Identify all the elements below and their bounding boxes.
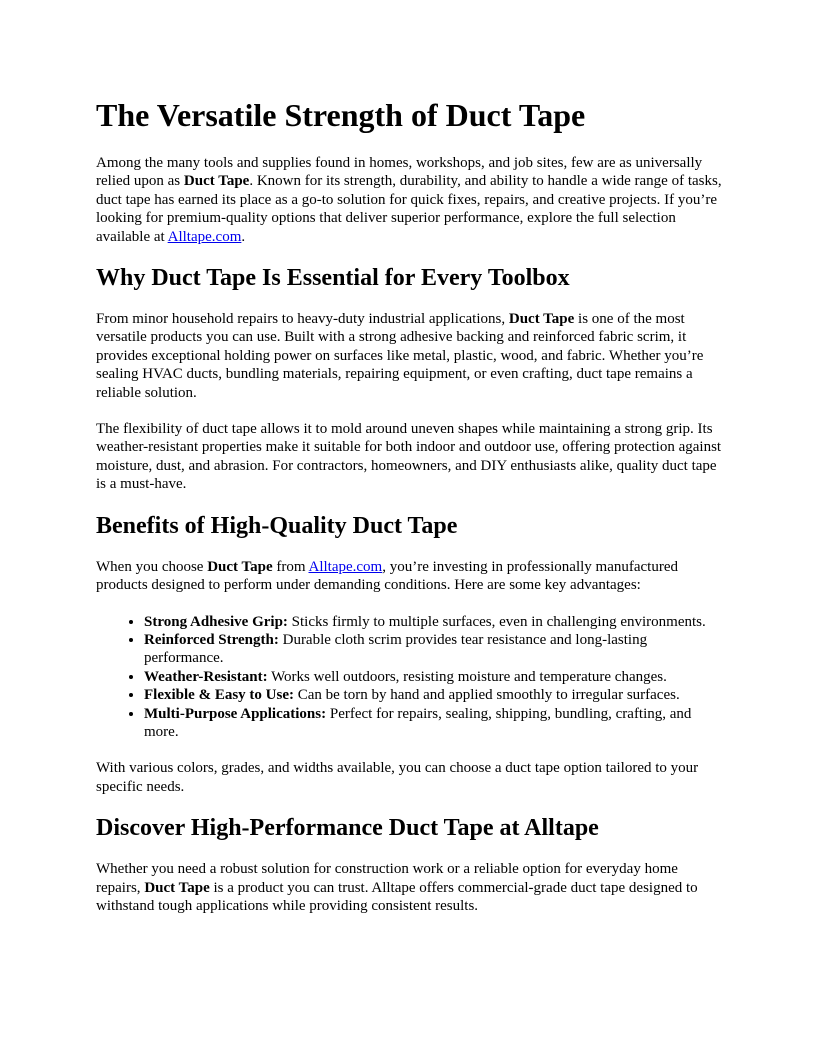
list-item	[144, 668, 724, 686]
list-item-label: Weather-Resistant:	[144, 668, 268, 685]
intro-bold-duct-tape: Duct Tape	[183, 173, 250, 190]
s3p1-bold-duct-tape: Duct Tape	[144, 879, 210, 896]
intro-text-1: Among the many tools and supplies found in homes, workshops, and job sites, few are as universally relied upon as	[96, 155, 703, 190]
s1p1-bold-duct-tape: Duct Tape	[508, 311, 575, 328]
alltape-link[interactable]: Alltape.com	[167, 228, 242, 245]
list-item-text: Durable cloth scrim provides tear resistance and long-lasting performance.	[144, 631, 648, 667]
intro-text-2: . Known for its strength, durability, and ability to handle a wide range of tasks, duct tape has earned its place as a go-to solution for quick fixes, repairs, and creative projects. If you’re looking for premium-quality options that deliver superior performance, explore the full selection available at	[96, 173, 722, 245]
section-heading-essential: Why Duct Tape Is Essential for Every Toolbox	[96, 265, 570, 292]
document-page	[96, 95, 724, 933]
list-item-text: Sticks firmly to multiple surfaces, even in challenging environments.	[287, 613, 706, 630]
list-item-text: Works well outdoors, resisting moisture and temperature changes.	[267, 668, 667, 685]
page-title: The Versatile Strength of Duct Tape	[96, 97, 586, 133]
list-item	[144, 686, 724, 704]
list-item	[144, 613, 724, 631]
alltape-link[interactable]: Alltape.com	[308, 558, 383, 575]
benefits-list	[96, 613, 724, 742]
section-heading-discover: Discover High-Performance Duct Tape at Alltape	[96, 815, 599, 842]
list-item-text: Can be torn by hand and applied smoothly to irregular surfaces.	[293, 687, 680, 704]
section3-paragraph-1	[96, 860, 724, 915]
s2p1-text-3: , you’re investing in professionally manufactured products designed to perform under demanding conditions. Here are some key advantages:	[96, 558, 678, 594]
list-item-text: Perfect for repairs, sealing, shipping, bundling, crafting, and more.	[144, 705, 692, 740]
section2-paragraph-1	[96, 558, 724, 595]
intro-text-3: .	[241, 228, 246, 245]
s1p1-text-1: From minor household repairs to heavy-duty industrial applications,	[96, 311, 509, 328]
s3p1-text-2: is a product you can trust. Alltape offers commercial-grade duct tape designed to withstand tough applications while providing consistent results.	[96, 879, 698, 914]
list-item-label: Strong Adhesive Grip:	[144, 613, 288, 630]
list-item-label: Flexible & Easy to Use:	[144, 687, 294, 704]
section-heading-benefits: Benefits of High-Quality Duct Tape	[96, 512, 458, 539]
intro-paragraph	[96, 154, 724, 246]
list-item	[144, 705, 724, 742]
section1-paragraph-2: The flexibility of duct tape allows it to mold around uneven shapes while maintaining a strong grip. Its weather-resistant properties make it suitable for both indoor and outdoor use, offering protection against moisture, dust, and abrasion. For contractors, homeowners, and DIY enthusiasts alike, quality duct tape is a must-have.	[96, 421, 722, 493]
list-item-label: Reinforced Strength:	[144, 631, 279, 648]
s2p1-text-1: When you choose	[96, 558, 208, 575]
s2p1-bold-duct-tape: Duct Tape	[207, 558, 273, 575]
list-item-label: Multi-Purpose Applications:	[144, 705, 327, 722]
s1p1-text-2: is one of the most versatile products you can use. Built with a strong adhesive backing and reinforced fabric scrim, it provides exceptional holding power on surfaces like metal, plastic, wood, and fabric. Whether you’re sealing HVAC ducts, bundling materials, repairing equipment, or even crafting, duct tape remains a reliable solution.	[96, 311, 704, 401]
section2-paragraph-2: With various colors, grades, and widths available, you can choose a duct tape option tailored to your specific needs.	[96, 760, 699, 795]
s2p1-text-2: from	[272, 558, 309, 575]
s3p1-text-1: Whether you need a robust solution for construction work or a reliable option for everyday home repairs,	[96, 861, 678, 896]
list-item	[144, 631, 724, 668]
section1-paragraph-1	[96, 310, 724, 402]
